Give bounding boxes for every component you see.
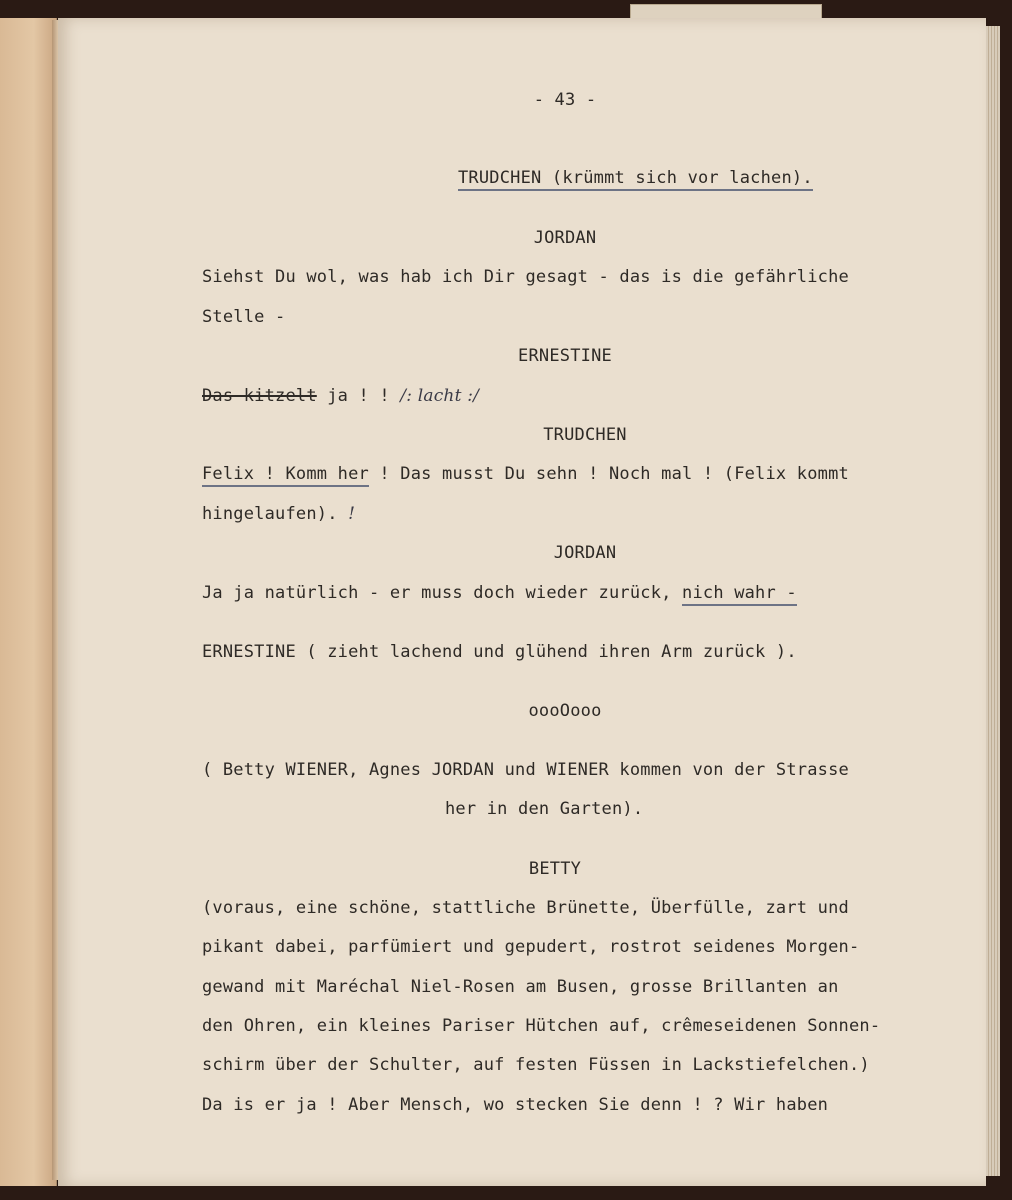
speaker-name: JORDAN [553, 543, 617, 563]
dialogue-line [202, 386, 479, 406]
scene-separator: oooOooo [528, 701, 602, 721]
speaker-direction [458, 168, 813, 188]
dialogue-text: ja ! ! [316, 386, 390, 406]
dialogue-text: Ja ja natürlich - er muss doch wieder zurück, [202, 583, 683, 603]
stage-direction: ERNESTINE ( zieht lachend und glühend ihren Arm zurück ). [202, 642, 797, 662]
speaker-name: TRUDCHEN [543, 425, 627, 445]
dialogue-text: ! Das musst Du sehn ! Noch mal ! (Felix kommt [368, 464, 849, 484]
handwritten-mark: ! [348, 504, 356, 524]
speaker-trudchen-direction: TRUDCHEN (krümmt sich vor lachen). [458, 168, 813, 191]
underlined-text: Felix ! Komm her [202, 464, 369, 487]
dialogue-line [202, 464, 849, 484]
dialogue-line [202, 583, 797, 603]
stage-direction: gewand mit Maréchal Niel-Rosen am Busen, grosse Brillanten an [202, 977, 839, 997]
stage-direction: her in den Garten). [445, 799, 644, 819]
stage-direction: ( Betty WIENER, Agnes JORDAN und WIENER kommen von der Strasse [202, 760, 849, 780]
speaker-name: BETTY [528, 859, 582, 879]
stage-direction: (voraus, eine schöne, stattliche Brünette, Überfülle, zart und [202, 898, 849, 918]
speaker-name: JORDAN [533, 228, 597, 248]
underlined-text: nich wahr - [682, 583, 797, 606]
speaker-name: ERNESTINE [518, 346, 612, 366]
stage-direction: den Ohren, ein kleines Pariser Hütchen auf, crêmeseidenen Sonnen- [202, 1016, 881, 1036]
stage-direction: schirm über der Schulter, auf festen Füssen in Lackstiefelchen.) [202, 1055, 870, 1075]
dialogue-text: hingelaufen). [202, 504, 338, 524]
stage-direction: pikant dabei, parfümiert und gepudert, rostrot seidenes Morgen- [202, 937, 860, 957]
page-number: - 43 - [533, 90, 597, 110]
dialogue-line: Siehst Du wol, was hab ich Dir gesagt - das is die gefährliche [202, 267, 849, 287]
dialogue-line [202, 504, 355, 524]
dialogue-line: Da is er ja ! Aber Mensch, wo stecken Sie denn ! ? Wir haben [202, 1095, 829, 1115]
struck-text: Das kitzelt [202, 386, 317, 406]
dialogue-line: Stelle - [202, 307, 286, 327]
handwritten-annotation: /: lacht :/ [400, 386, 480, 406]
